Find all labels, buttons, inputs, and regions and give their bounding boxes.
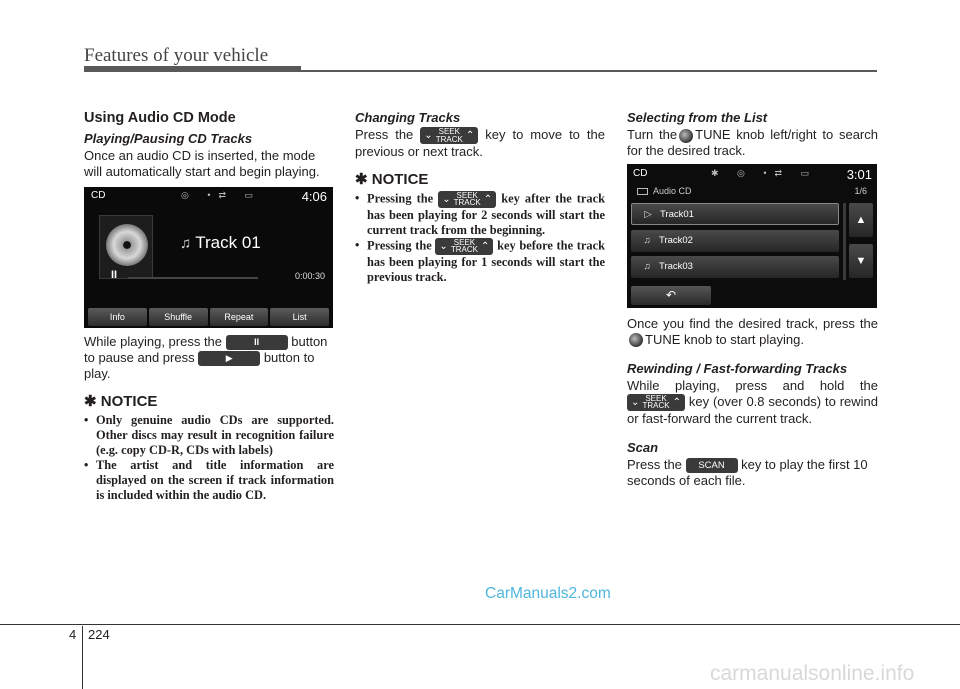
- notice-list: [84, 413, 334, 503]
- subsection-heading: Scan: [627, 440, 659, 456]
- album-art: [99, 215, 153, 279]
- notice-title: ✱ NOTICE: [84, 392, 158, 410]
- header-rule: [301, 70, 877, 72]
- clock: 4:06: [301, 189, 327, 204]
- scroll-down-button[interactable]: ▼: [849, 244, 873, 278]
- back-button[interactable]: ↶: [631, 286, 711, 305]
- music-note-icon: ♫: [180, 235, 192, 252]
- page-number: 224: [88, 627, 110, 642]
- notice-item: • Pressing the ⌄ SEEK TRACK ⌃ key before the track has been playing for 1 seconds will start the previous track.: [355, 238, 605, 285]
- screen-status-bar: [91, 190, 327, 204]
- progress-bar: [128, 277, 258, 279]
- seek-track-key: ⌄ SEEK TRACK ⌃: [438, 191, 496, 208]
- changing-tracks-paragraph: Press the ⌄ SEEK TRACK ⌃ key to move to the previous or next track.: [355, 127, 605, 160]
- seek-track-key: ⌄ SEEK TRACK ⌃: [420, 127, 478, 144]
- mode-label: CD: [91, 190, 106, 201]
- notice-item: • The artist and title information are displayed on the screen if track information is included within the audio CD.: [84, 458, 334, 503]
- section-heading: Using Audio CD Mode: [84, 110, 236, 126]
- subsection-heading: Playing/Pausing CD Tracks: [84, 131, 253, 146]
- chapter-number: 4: [69, 627, 77, 642]
- track-count: 1/6: [854, 186, 867, 197]
- track-list-screen: [627, 164, 877, 308]
- press-tune-paragraph: Once you find the desired track, press theTUNE knob to start playing.: [627, 316, 878, 347]
- track-title: [180, 233, 261, 253]
- column-3: [627, 110, 878, 489]
- seek-track-key: ⌄ SEEK TRACK ⌃: [435, 238, 493, 255]
- rewind-paragraph: While playing, press and hold the ⌄ SEEK TRACK ⌃ key (over 0.8 seconds) to rewind or fast-forward the current track.: [627, 378, 878, 426]
- screen-status-bar: [633, 168, 872, 183]
- clock: 3:01: [846, 167, 872, 183]
- header-bar: [84, 66, 301, 72]
- cd-disc-icon: [106, 224, 148, 266]
- play-circle-icon: ▷: [644, 209, 652, 221]
- elapsed-time: 0:00:30: [294, 271, 325, 281]
- track-row[interactable]: ▷ Track01: [631, 203, 839, 225]
- column-1: [84, 110, 334, 503]
- screen-button-row: [88, 308, 329, 326]
- scroll-up-button[interactable]: ▲: [849, 203, 873, 237]
- scan-paragraph: Press the SCAN key to play the first 10 seconds of each file.: [627, 457, 868, 489]
- scan-key: SCAN: [686, 458, 738, 473]
- folder-icon: [637, 188, 648, 195]
- subsection-heading: Selecting from the List: [627, 110, 768, 125]
- track-name: Track 01: [195, 233, 261, 252]
- subsection-heading: Changing Tracks: [355, 110, 461, 125]
- list-button[interactable]: List: [270, 308, 329, 326]
- status-icons: ✱ ◎ •⇄ ▭: [711, 168, 818, 179]
- footer-rule: [0, 624, 960, 625]
- intro-paragraph: Once an audio CD is inserted, the mode will automatically start and begin playing.: [84, 148, 320, 179]
- status-icons: ◎ •⇄ ▭: [181, 190, 262, 200]
- watermark-link[interactable]: CarManuals2.com: [485, 585, 611, 602]
- seek-track-key: ⌄ SEEK TRACK ⌃: [627, 394, 685, 411]
- play-key: ▶: [198, 351, 260, 366]
- select-list-paragraph: Turn the TUNE knob left/right to search for the desired track.: [627, 127, 878, 158]
- mode-label: CD: [633, 168, 648, 180]
- site-watermark: carmanualsonline.info: [710, 662, 915, 685]
- subsection-heading: Rewinding / Fast-forwarding Tracks: [627, 361, 848, 377]
- repeat-button[interactable]: Repeat: [210, 308, 269, 326]
- music-note-icon: ♫: [643, 261, 651, 273]
- info-button[interactable]: Info: [88, 308, 147, 326]
- tune-knob-icon: [629, 333, 643, 347]
- track-row[interactable]: ♫ Track03: [631, 256, 839, 278]
- pause-icon[interactable]: II: [111, 269, 118, 281]
- notice-item: • Pressing the ⌄ SEEK TRACK ⌃ key after the track has been playing for 2 seconds will start the current track from the beginning.: [355, 191, 605, 238]
- scrollbar[interactable]: [843, 203, 846, 280]
- notice-list: [355, 191, 605, 285]
- tune-knob-icon: [679, 129, 693, 143]
- music-note-icon: ♫: [643, 235, 651, 247]
- pause-instructions: While playing, press the II button to pause and press ▶ button to play.: [84, 334, 328, 382]
- page-header-title: Features of your vehicle: [84, 45, 269, 66]
- shuffle-button[interactable]: Shuffle: [149, 308, 208, 326]
- track-row[interactable]: ♫ Track02: [631, 230, 839, 252]
- column-2: [355, 110, 605, 285]
- pause-key: II: [226, 335, 288, 350]
- notice-item: • Only genuine audio CDs are supported. Other discs may result in recognition failure (e.g. copy CD-R, CDs with labels): [84, 413, 334, 458]
- footer-divider: [82, 626, 83, 689]
- cd-player-screen: [84, 187, 333, 328]
- notice-title: ✱ NOTICE: [355, 170, 429, 188]
- folder-label: Audio CD: [637, 186, 692, 196]
